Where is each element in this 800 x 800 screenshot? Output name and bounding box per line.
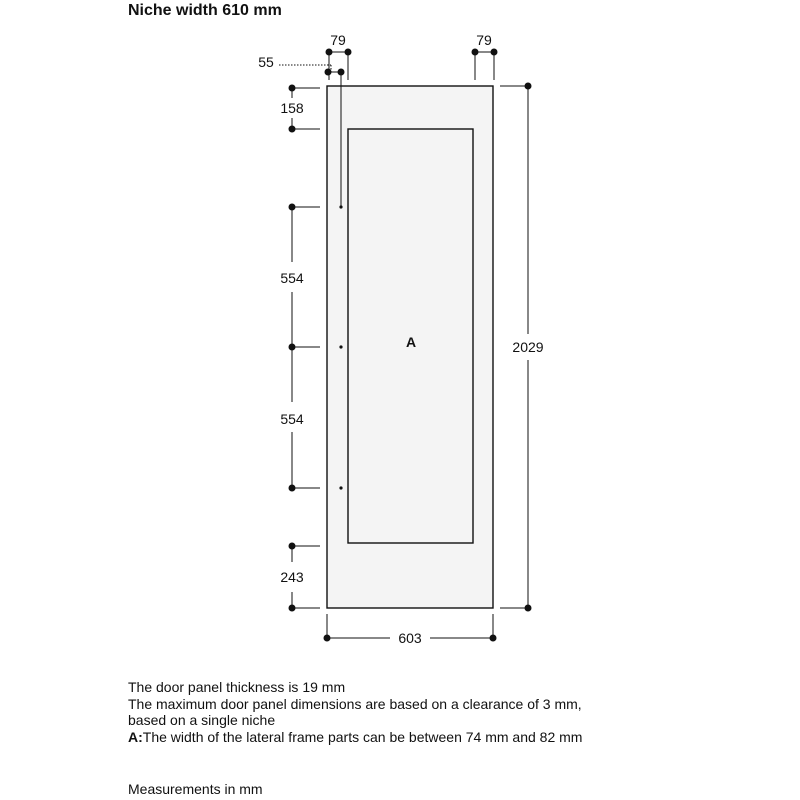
hinge-mark-middle: [339, 345, 342, 348]
note-key-a: A:: [128, 728, 143, 745]
dim-label-total-height: 2029: [512, 339, 544, 355]
hinge-mark-bottom: [339, 486, 342, 489]
notes-block: [128, 679, 768, 745]
measurement-units-note: Measurements in mm: [128, 781, 263, 797]
dim-label-bottom-margin: 243: [280, 569, 304, 585]
page-title: Niche width 610 mm: [128, 2, 282, 19]
dimension-top-right-79: [472, 49, 498, 81]
dim-label-hinge-spacing-upper: 554: [280, 270, 304, 286]
panel-label: A: [405, 334, 417, 350]
dim-label-top-margin: 158: [280, 100, 304, 116]
dim-label-total-width: 603: [398, 630, 422, 646]
dim-label-top-left: 79: [330, 32, 346, 48]
dim-label-hinge-offset: 55: [258, 54, 274, 70]
note-frame-width-text: The width of the lateral frame parts can be between 74 mm and 82 mm: [142, 728, 583, 745]
note-frame-width: [128, 729, 768, 746]
note-single-niche: based on a single niche: [128, 712, 276, 728]
note-thickness: The door panel thickness is 19 mm: [128, 679, 346, 695]
dimension-top-left-79: [326, 49, 352, 81]
dim-label-hinge-spacing-lower: 554: [280, 411, 304, 427]
dim-label-top-right: 79: [476, 32, 492, 48]
note-clearance: The maximum door panel dimensions are based on a clearance of 3 mm,: [128, 695, 582, 712]
